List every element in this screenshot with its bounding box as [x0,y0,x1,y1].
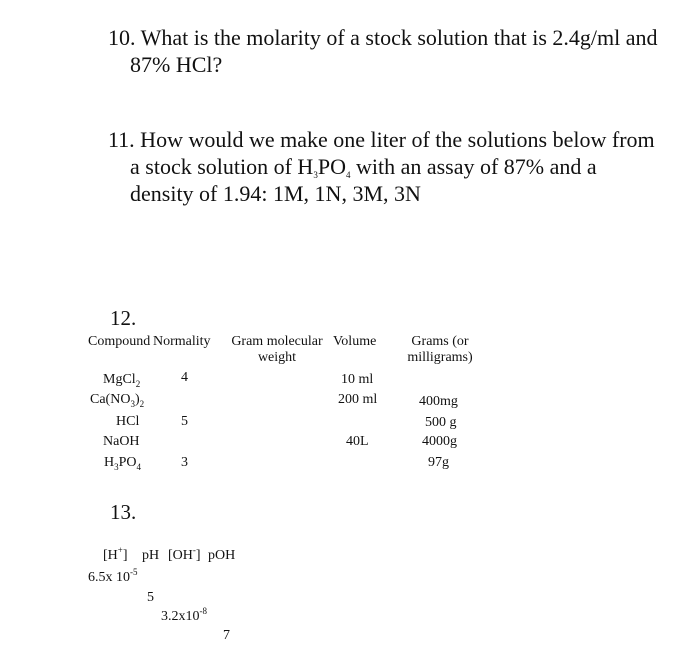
value-text: 6.5x 10 [88,570,130,585]
header-gram-molecular-weight: Gram molecular weight [231,334,323,365]
value-exponent: -5 [130,567,138,577]
compound-paren: ) [134,392,140,407]
compound-text: MgCl [103,372,136,387]
compound-text: H [104,455,115,470]
header-h-concentration [103,545,128,564]
oh-bracket-close: ] [195,548,201,563]
value-ph: 5 [147,590,154,605]
compound-text: PO [118,455,137,470]
q11-subscript-4: 4 [345,170,351,180]
table-row-1-normality: 4 [181,370,188,385]
header-volume: Volume [333,334,377,349]
question-13-number: 13. [110,500,137,524]
value-exponent: -8 [199,606,207,616]
value-oh-concentration [161,606,207,625]
table-row-2-volume: 200 ml [338,392,378,407]
q11-text-po: PO [317,154,346,179]
table-row-3-grams: 500 g [425,415,457,430]
header-poh: pOH [208,548,236,563]
compound-subscript: 3 [114,462,119,472]
header-grams: Grams (or milligrams) [407,334,473,365]
q11-text-pre: a stock solution of H [130,154,314,179]
compound-subscript: 2 [135,379,141,389]
value-poh: 7 [223,628,230,643]
oh-superscript: - [192,545,196,555]
compound-text: Ca(NO [90,392,131,407]
table-row-1-compound [103,372,140,388]
header-oh-concentration [168,545,201,564]
table-row-5-grams: 97g [428,455,449,470]
question-10-line-2: 87% HCl? [130,52,223,77]
compound-subscript: 4 [136,462,142,472]
oh-bracket-text: [OH [168,548,193,563]
h-superscript: + [117,545,123,555]
compound-subscript: 2 [139,399,145,409]
header-ph: pH [142,548,160,563]
h-bracket-text: [H [103,548,118,563]
table-row-5-normality: 3 [181,455,188,470]
q11-text-post: with an assay of 87% and a [355,154,597,179]
header-normality: Normality [153,334,211,349]
header-compound: Compound [88,334,151,349]
table-row-5-compound [104,455,141,471]
compound-subscript: 3 [130,399,135,409]
table-row-3-compound: HCl [116,414,140,429]
table-row-3-normality: 5 [181,414,188,429]
table-row-2-grams: 400mg [419,394,458,409]
question-12-number: 12. [110,306,137,330]
table-row-2-compound [90,392,144,408]
h-bracket-close: ] [122,548,128,563]
value-h-concentration [88,567,138,586]
question-11-line-3: density of 1.94: 1M, 1N, 3M, 3N [130,181,421,206]
question-11-line-1: 11. How would we make one liter of the solutions below from [108,127,655,152]
table-row-4-volume: 40L [346,434,369,449]
table-row-4-grams: 4000g [422,434,457,449]
value-text: 3.2x10 [161,609,200,624]
table-row-1-volume: 10 ml [341,372,374,387]
question-10-line-1: 10. What is the molarity of a stock solution that is 2.4g/ml and [108,25,658,50]
q11-subscript-3: 3 [313,170,318,180]
table-row-4-compound: NaOH [103,434,140,449]
